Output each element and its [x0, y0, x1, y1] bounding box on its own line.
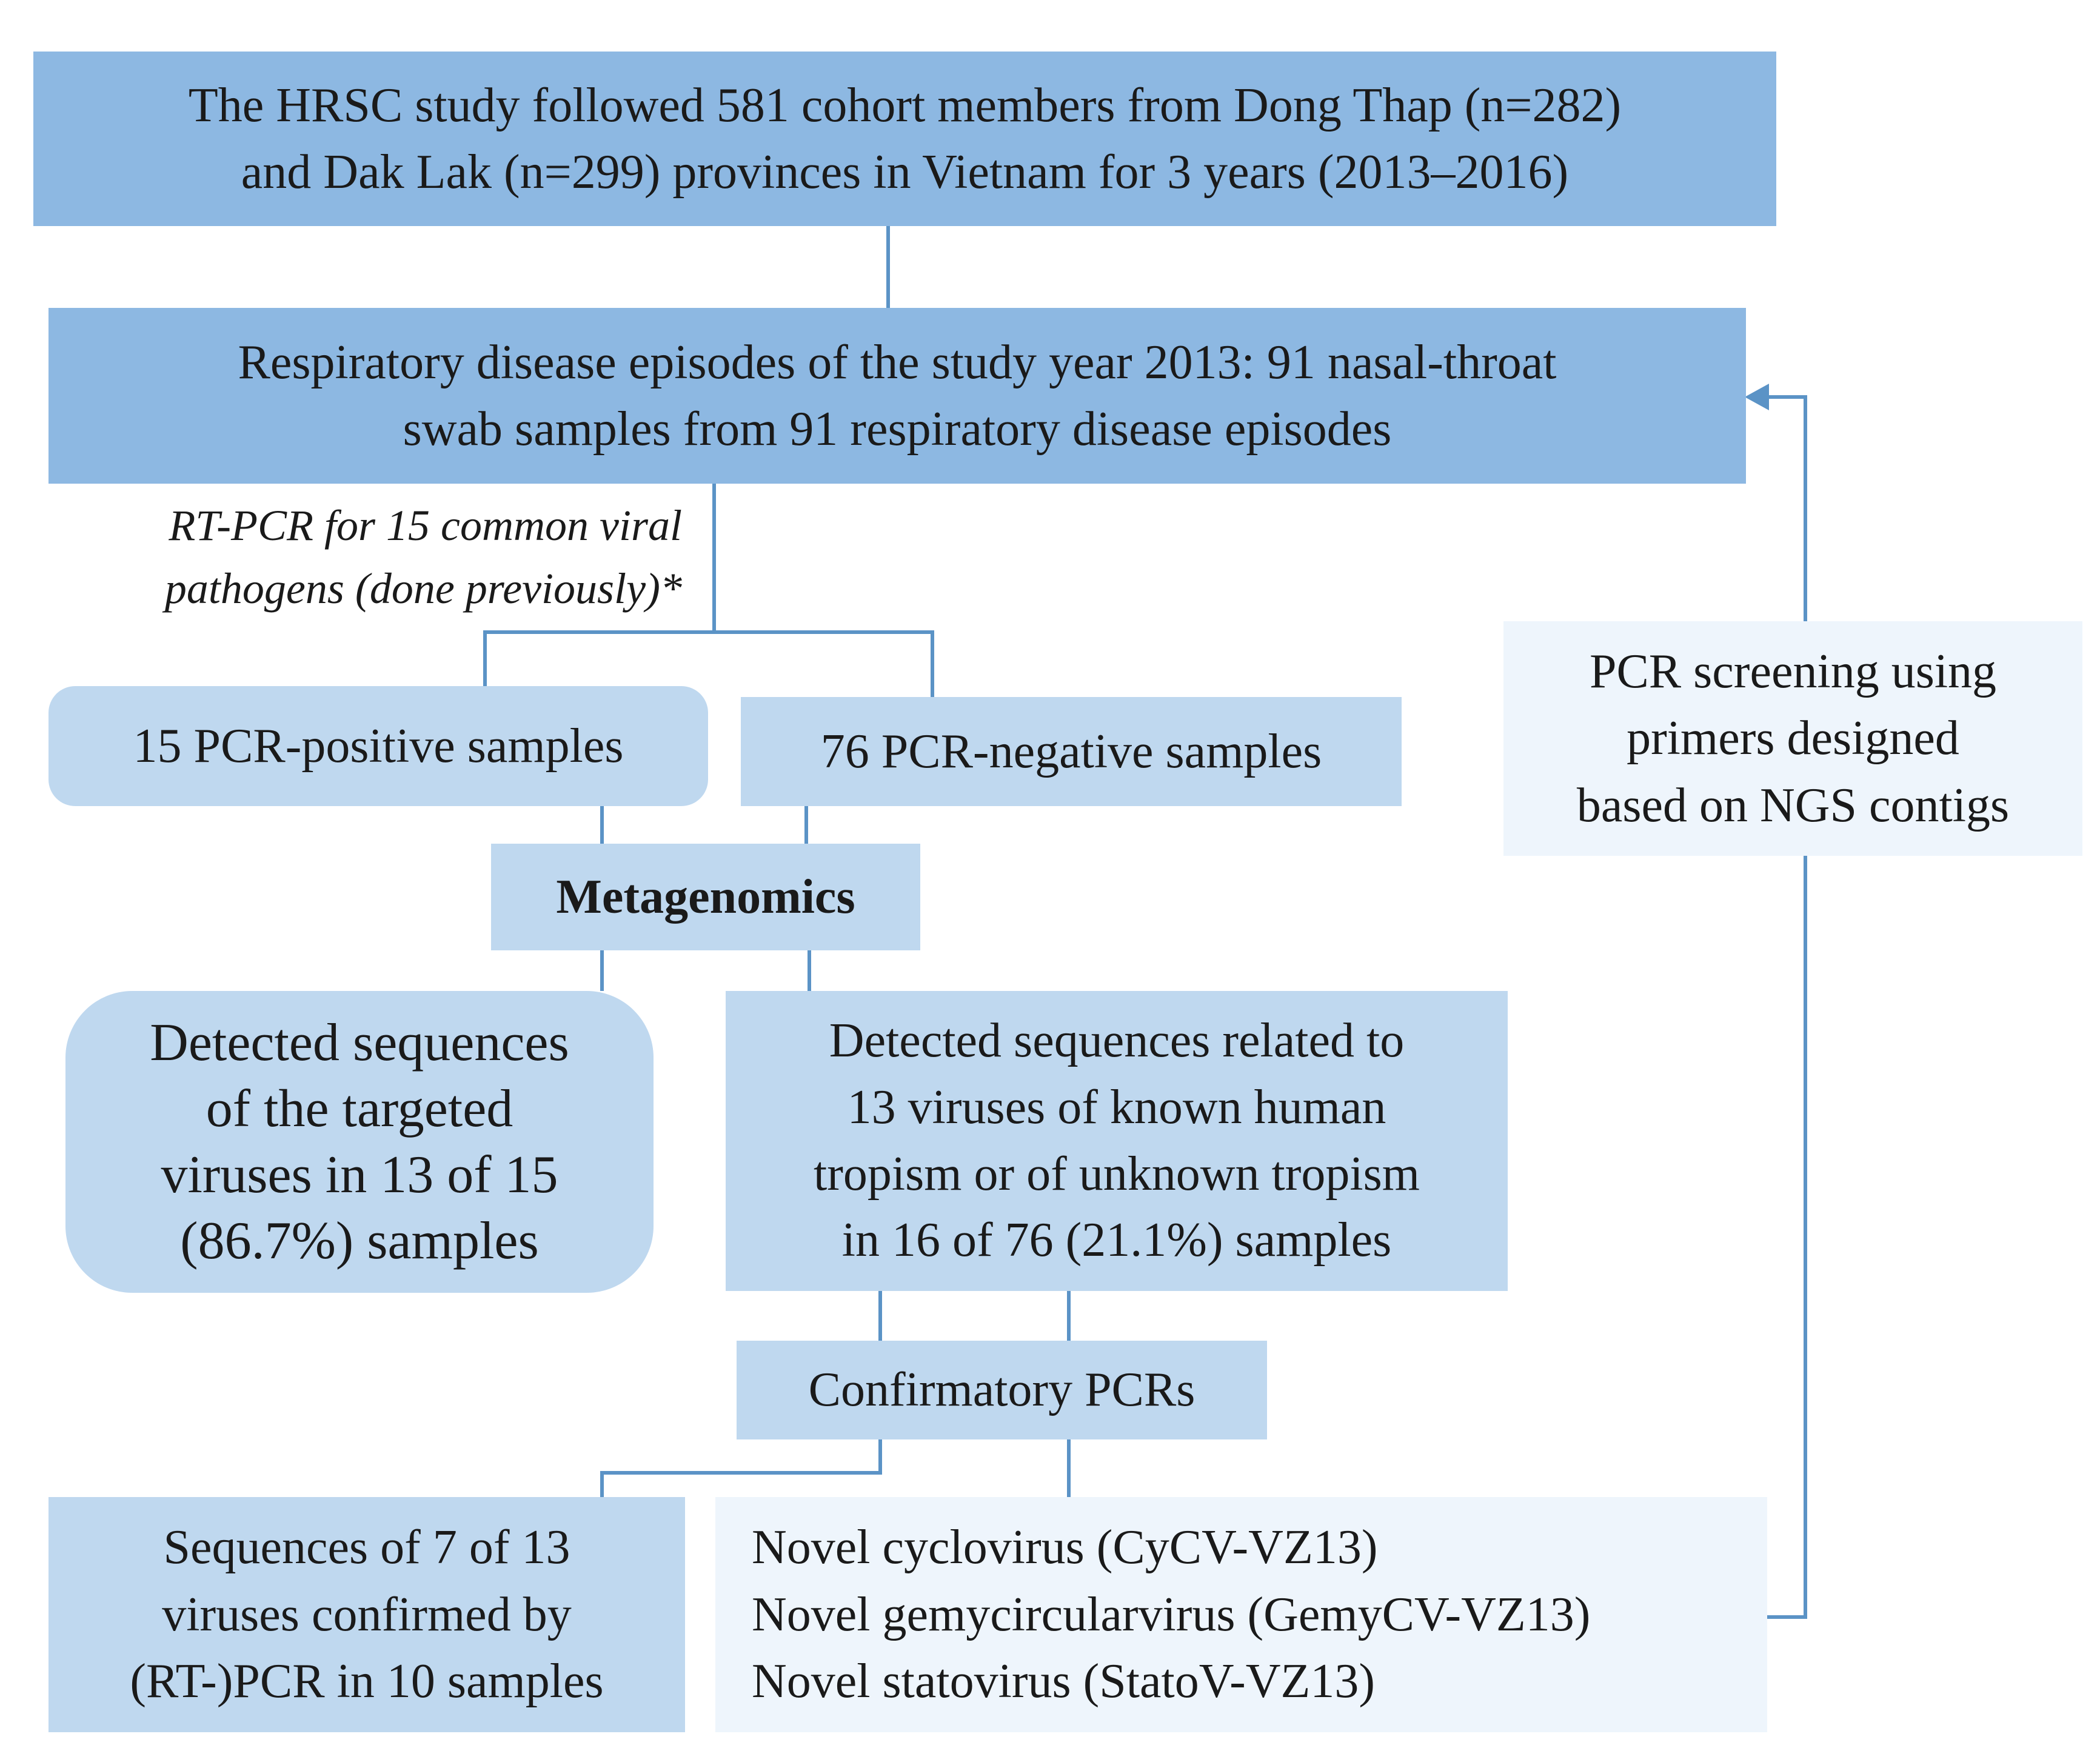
detected-targeted-box	[65, 991, 654, 1293]
pcr-negative-box	[741, 697, 1402, 806]
episodes-line-1: Respiratory disease episodes of the study year 2013: 91 nasal-throat	[238, 335, 1557, 389]
confirmed-line-2: viruses confirmed by	[162, 1587, 572, 1641]
pcr-positive-box	[48, 686, 708, 806]
cohort-box	[33, 52, 1776, 226]
screening-line-1: PCR screening using	[1589, 644, 1997, 698]
novel-line-1: Novel cyclovirus (CyCV-VZ13)	[752, 1521, 1378, 1575]
novel-viruses-box	[715, 1497, 1767, 1732]
detected-related-line-4: in 16 of 76 (21.1%) samples	[841, 1213, 1392, 1267]
episodes-box	[48, 308, 1746, 484]
rtpcr-label	[36, 494, 682, 621]
confirmed-box	[48, 1497, 685, 1732]
connector-confirmatory-to-confirmed	[602, 1439, 880, 1497]
novel-line-3: Novel statovirus (StatoV-VZ13)	[752, 1655, 1376, 1709]
confirmed-line-3: (RT-)PCR in 10 samples	[130, 1655, 604, 1709]
metagenomics-box	[491, 844, 920, 950]
novel-line-2: Novel gemycircularvirus (GemyCV-VZ13)	[752, 1587, 1591, 1641]
detected-targeted-line-3: viruses in 13 of 15	[161, 1146, 558, 1204]
pcr-screening-box	[1503, 621, 2082, 856]
detected-related-line-2: 13 viruses of known human	[847, 1080, 1386, 1134]
connector-novel-to-screening	[1767, 856, 1805, 1617]
confirmed-line-1: Sequences of 7 of 13	[163, 1521, 570, 1575]
screening-line-3: based on NGS contigs	[1576, 778, 2010, 832]
detected-related-box	[726, 991, 1508, 1291]
cohort-line-1: The HRSC study followed 581 cohort members from Dong Thap (n=282)	[188, 78, 1622, 132]
confirmatory-pcrs-text: Confirmatory PCRs	[808, 1363, 1195, 1417]
confirmatory-pcrs-box	[737, 1341, 1267, 1439]
metagenomics-text: Metagenomics	[556, 870, 855, 924]
detected-related-line-1: Detected sequences related to	[829, 1014, 1405, 1068]
pcr-positive-text: 15 PCR-positive samples	[133, 719, 624, 773]
detected-targeted-line-4: (86.7%) samples	[180, 1212, 539, 1271]
episodes-line-2: swab samples from 91 respiratory disease episodes	[403, 402, 1392, 456]
arrowhead-to-episodes	[1745, 384, 1769, 410]
rtpcr-label-line-2: pathogens (done previously)*	[164, 564, 682, 613]
rtpcr-label-line-1: RT-PCR for 15 common viral	[169, 501, 682, 550]
detected-related-line-3: tropism or of unknown tropism	[814, 1147, 1420, 1201]
cohort-line-2: and Dak Lak (n=299) provinces in Vietnam for 3 years (2013–2016)	[241, 145, 1569, 199]
connector-screening-to-episodes	[1761, 397, 1805, 621]
detected-targeted-line-1: Detected sequences	[150, 1013, 569, 1072]
pcr-negative-text: 76 PCR-negative samples	[820, 724, 1322, 778]
detected-targeted-line-2: of the targeted	[206, 1079, 513, 1138]
screening-line-2: primers designed	[1627, 712, 1959, 765]
